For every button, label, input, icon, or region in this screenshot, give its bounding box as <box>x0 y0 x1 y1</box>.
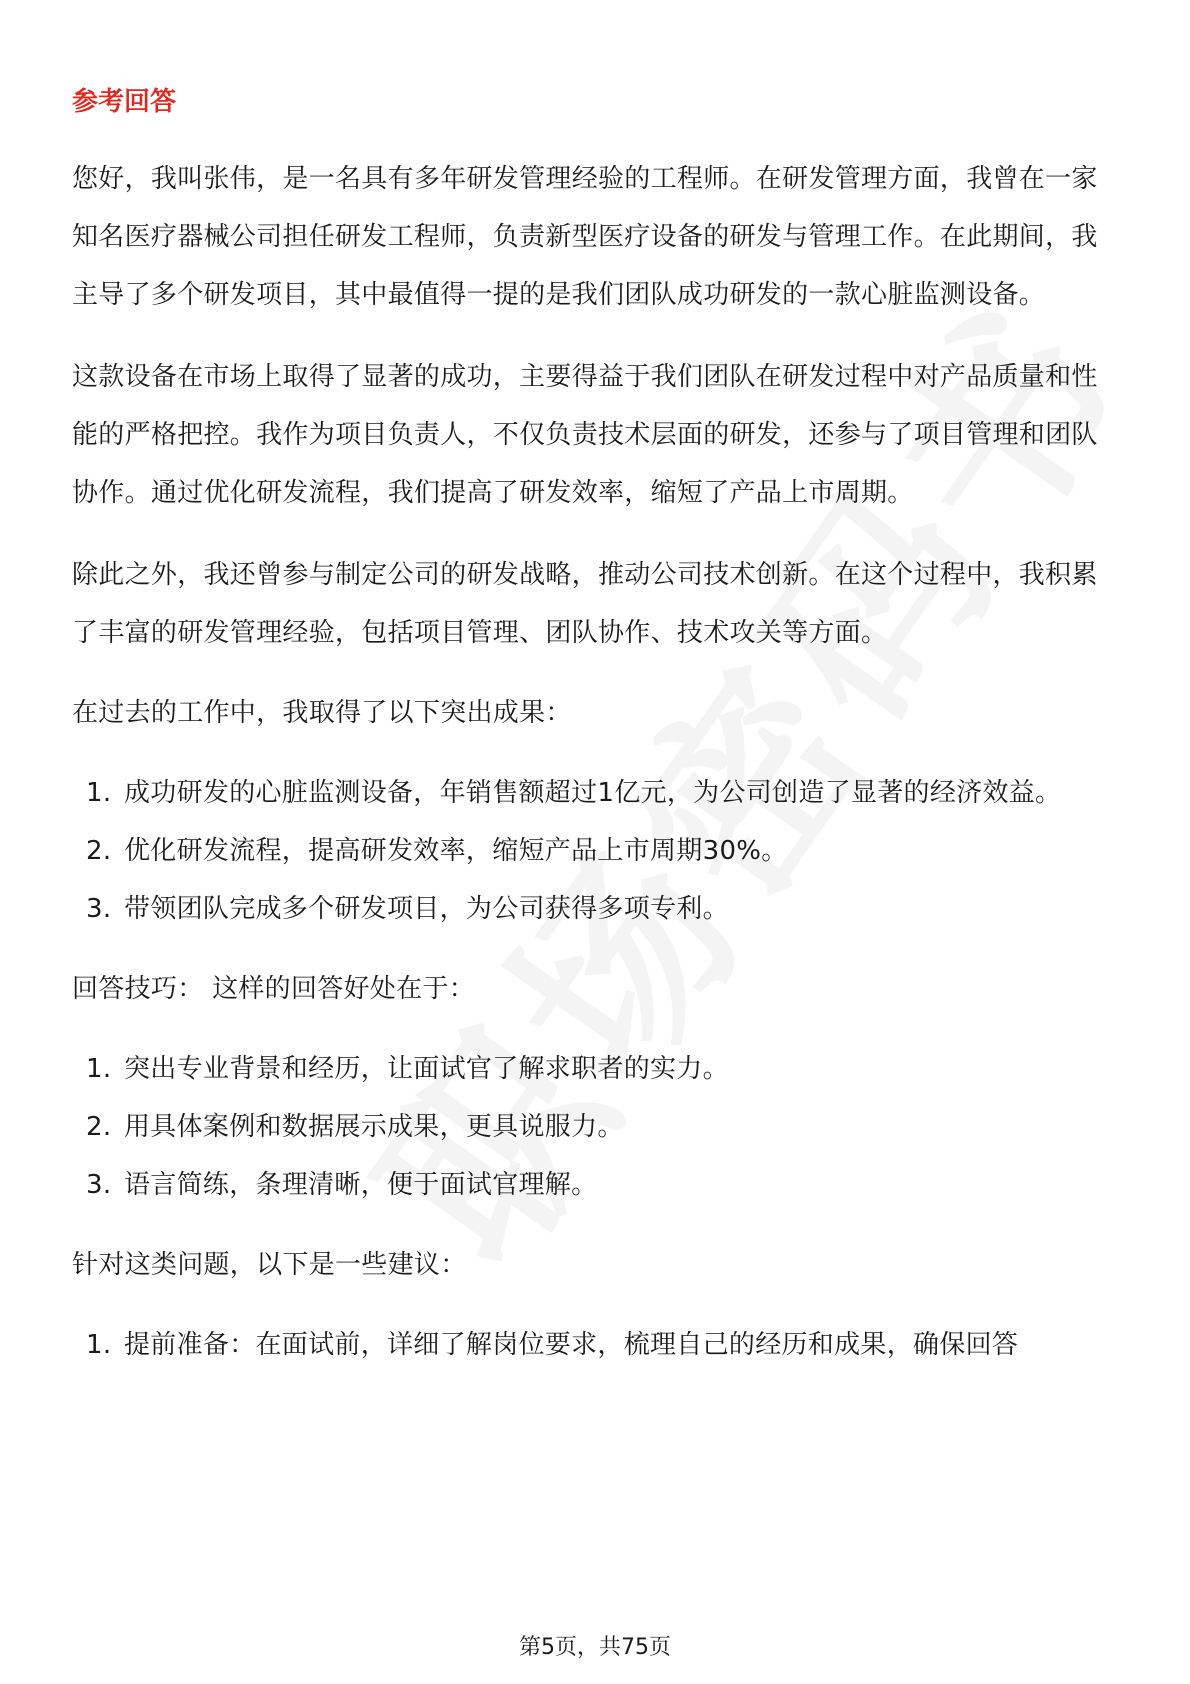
paragraph-advice-intro: 针对这类问题，以下是一些建议： <box>72 1250 467 1280</box>
paragraph-tips-intro: 回答技巧： 这样的回答好处在于： <box>72 974 476 1004</box>
list-item: 1. 突出专业背景和经历，让面试官了解求职者的实力。 <box>86 1054 729 1084</box>
paragraph-achievements-intro: 在过去的工作中，我取得了以下突出成果： <box>72 698 572 728</box>
achievements-list <box>72 764 1118 938</box>
list-item-text: 带领团队完成多个研发项目，为公司获得多项专利。 <box>124 894 729 924</box>
section-title: 参考回答 <box>72 87 177 117</box>
paragraph-strategy: 除此之外，我还曾参与制定公司的研发战略，推动公司技术创新。在这个过程中，我积累了丰富的研发管理经验，包括项目管理、团队协作、技术攻关等方面。 <box>72 560 1098 648</box>
list-item-text: 突出专业背景和经历，让面试官了解求职者的实力。 <box>124 1054 729 1084</box>
tips-list <box>72 1040 1118 1214</box>
list-item: 3. 语言简练，条理清晰，便于面试官理解。 <box>86 1170 598 1200</box>
list-item-text: 提前准备：在面试前，详细了解岗位要求，梳理自己的经历和成果，确保回答 <box>124 1330 1019 1360</box>
list-item: 1. 提前准备：在面试前，详细了解岗位要求，梳理自己的经历和成果，确保回答 <box>86 1330 1019 1360</box>
list-item: 1. 成功研发的心脏监测设备，年销售额超过1亿元，为公司创造了显著的经济效益。 <box>86 778 1062 808</box>
list-item-text: 成功研发的心脏监测设备，年销售额超过1亿元，为公司创造了显著的经济效益。 <box>124 778 1062 808</box>
content-area <box>72 84 1118 1396</box>
list-item-text: 语言简练，条理清晰，便于面试官理解。 <box>124 1170 598 1200</box>
list-item: 3. 带领团队完成多个研发项目，为公司获得多项专利。 <box>86 894 729 924</box>
list-item: 2. 用具体案例和数据展示成果，更具说服力。 <box>86 1112 624 1142</box>
paragraph-device-success: 这款设备在市场上取得了显著的成功，主要得益于我们团队在研发过程中对产品质量和性能的严格把控。我作为项目负责人，不仅负责技术层面的研发，还参与了项目管理和团队协作。通过优化研发流程，我们提高了研发效率，缩短了产品上市周期。 <box>72 362 1098 508</box>
page-number-footer: 第5页，共75页 <box>519 1635 671 1660</box>
list-item-text: 优化研发流程，提高研发效率，缩短产品上市周期30%。 <box>124 836 788 866</box>
advice-list <box>72 1316 1118 1374</box>
paragraph-intro: 您好，我叫张伟，是一名具有多年研发管理经验的工程师。在研发管理方面，我曾在一家知名医疗器械公司担任研发工程师，负责新型医疗设备的研发与管理工作。在此期间，我主导了多个研发项目，其中最值得一提的是我们团队成功研发的一款心脏监测设备。 <box>72 164 1098 310</box>
list-item: 2. 优化研发流程，提高研发效率，缩短产品上市周期30%。 <box>86 836 788 866</box>
list-item-text: 用具体案例和数据展示成果，更具说服力。 <box>124 1112 624 1142</box>
